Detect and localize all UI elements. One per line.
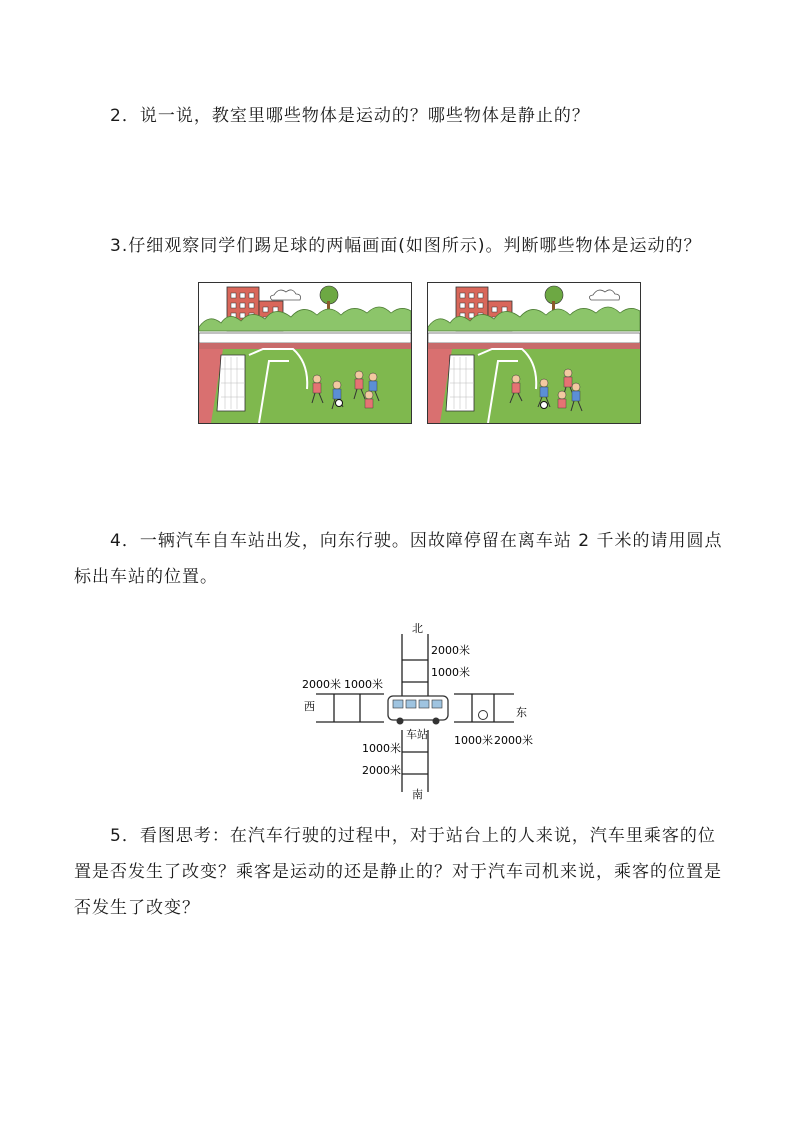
marker-circle-icon [479,711,488,720]
label-west-2000: 2000米 [302,678,341,691]
label-south-2000: 2000米 [362,764,401,777]
label-east-2000: 2000米 [494,734,533,747]
soccer-picture-2 [427,282,641,424]
question-2: 2．说一说，教室里哪些物体是运动的？哪些物体是静止的？ [110,106,590,126]
label-north-1000: 1000米 [431,666,470,679]
question-4: 4．一辆汽车自车站出发，向东行驶。因故障停留在离车站 2 千米的请用圆点标出车站的位置。 [74,531,723,587]
bus-icon [388,696,448,725]
label-west-1000: 1000米 [344,678,383,691]
question-3: 3.仔细观察同学们踢足球的两幅画面(如图所示)。判断哪些物体是运动的？ [110,236,702,256]
label-station: 车站 [406,728,428,741]
label-south: 南 [412,788,423,801]
direction-diagram [294,612,544,802]
question-5: 5．看图思考：在汽车行驶的过程中，对于站台上的人来说，汽车里乘客的位置是否发生了改变？乘客是运动的还是静止的？对于汽车司机来说，乘客的位置是否发生了改变？ [74,826,722,918]
label-west: 西 [304,700,315,713]
label-east: 东 [516,706,527,719]
label-north: 北 [412,622,423,635]
label-south-1000: 1000米 [362,742,401,755]
soccer-picture-1 [198,282,412,424]
label-north-2000: 2000米 [431,644,470,657]
label-east-1000: 1000米 [454,734,493,747]
